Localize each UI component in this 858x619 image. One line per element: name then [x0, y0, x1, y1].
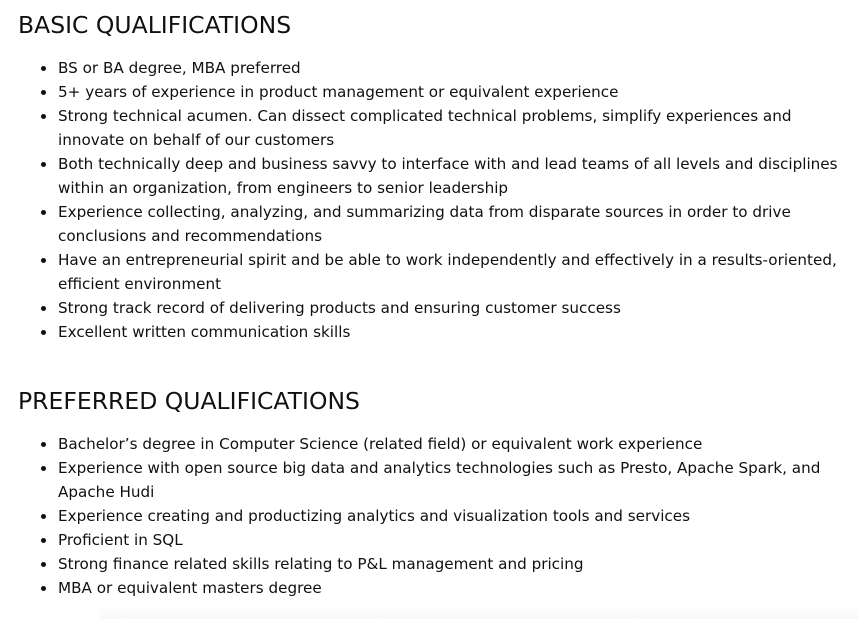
basic-qualifications-list: [0, 56, 858, 344]
list-item: Strong track record of delivering products and ensuring customer success: [58, 296, 858, 320]
basic-qualifications-section: [0, 10, 858, 344]
preferred-qualifications-heading: PREFERRED QUALIFICATIONS: [18, 387, 360, 415]
list-item: Experience collecting, analyzing, and summarizing data from disparate sources in order to drive conclusions and recommendations: [58, 200, 858, 248]
list-item: Bachelor’s degree in Computer Science (related field) or equivalent work experience: [58, 432, 858, 456]
list-item: MBA or equivalent masters degree: [58, 576, 858, 600]
list-item: Have an entrepreneurial spirit and be able to work independently and effectively in a results-oriented, efficient environment: [58, 248, 858, 296]
list-item: Experience creating and productizing analytics and visualization tools and services: [58, 504, 858, 528]
list-item: Strong technical acumen. Can dissect complicated technical problems, simplify experiences and innovate on behalf of our customers: [58, 104, 858, 152]
list-item: 5+ years of experience in product management or equivalent experience: [58, 80, 858, 104]
list-item: Both technically deep and business savvy to interface with and lead teams of all levels and disciplines within an organization, from engineers to senior leadership: [58, 152, 858, 200]
list-item: BS or BA degree, MBA preferred: [58, 56, 858, 80]
preferred-qualifications-list: [0, 432, 858, 600]
list-item: Excellent written communication skills: [58, 320, 858, 344]
bottom-fade: [100, 605, 858, 619]
list-item: Proficient in SQL: [58, 528, 858, 552]
list-item: Strong finance related skills relating to P&L management and pricing: [58, 552, 858, 576]
preferred-qualifications-section: [0, 386, 858, 600]
list-item: Experience with open source big data and analytics technologies such as Presto, Apache Spark, and Apache Hudi: [58, 456, 858, 504]
basic-qualifications-heading: BASIC QUALIFICATIONS: [18, 11, 292, 39]
